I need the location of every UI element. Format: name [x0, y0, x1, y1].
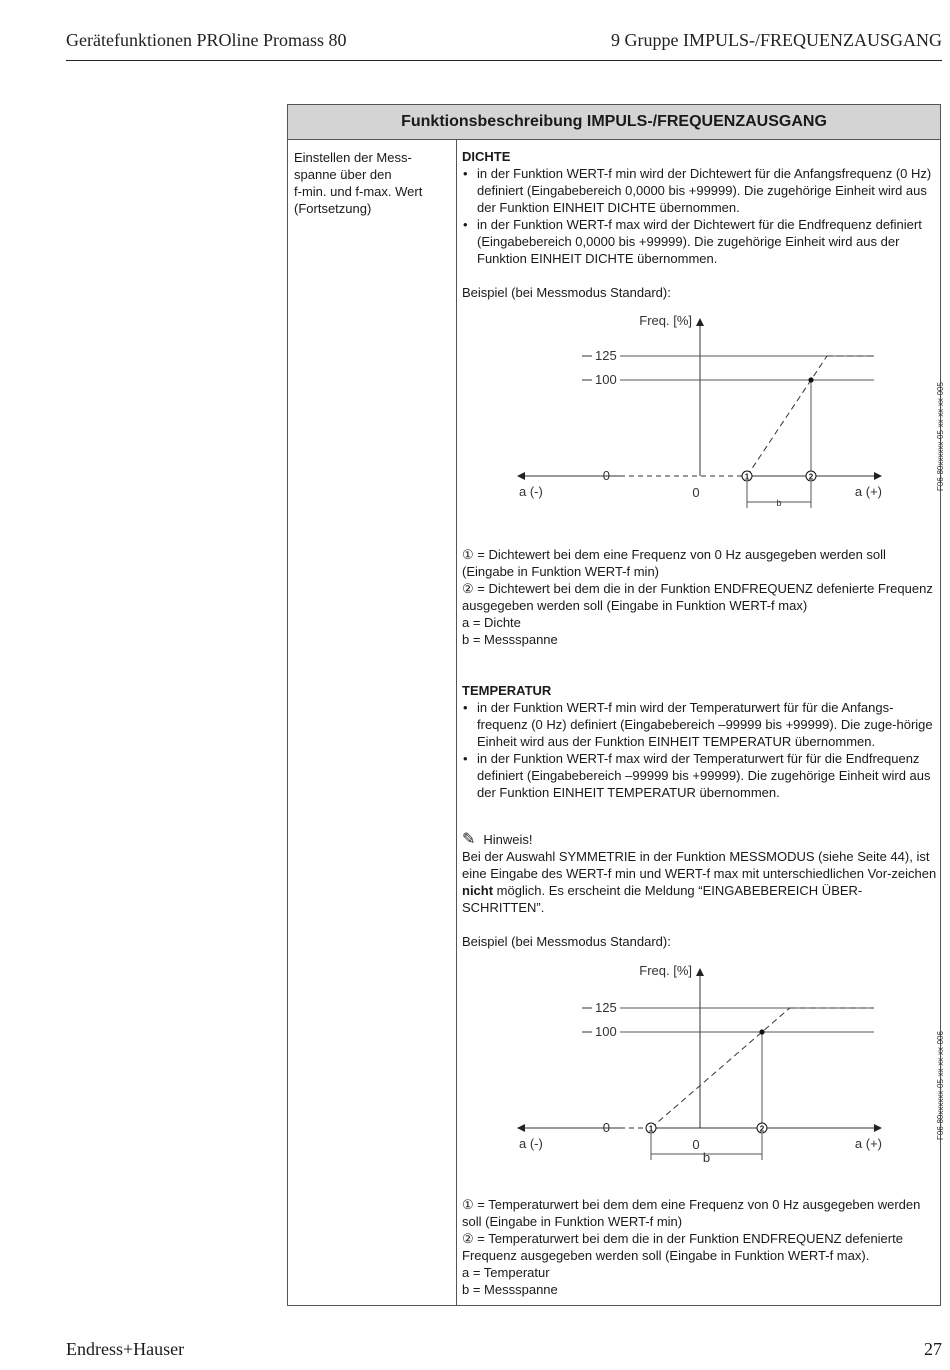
- header-rule: [66, 60, 942, 61]
- pencil-icon: ✎: [462, 831, 476, 848]
- chart-dichte: [462, 301, 945, 546]
- header-right: 9 Gruppe IMPULS-/FREQUENZAUSGANG: [611, 30, 942, 50]
- legend-item: b = Messspanne: [462, 1282, 558, 1297]
- origin-label: 0: [692, 1137, 700, 1152]
- legend-item: ① = Temperaturwert bei dem dem eine Frequenz von 0 Hz ausgegeben werden soll (Eingabe in Funktion WERT-f min): [462, 1197, 921, 1229]
- legend-dichte: [462, 546, 938, 648]
- footer-brand: Endress+Hauser: [66, 1339, 185, 1359]
- y-axis-arrow: [696, 318, 704, 326]
- span-label: b: [776, 498, 782, 508]
- marker-label: 2: [808, 472, 814, 482]
- legend-item: ② = Dichtewert bei dem die in der Funktion ENDFREQUENZ defenierte Frequenz ausgegeben werden soll (Eingabe in Funktion WERT-f max): [462, 581, 933, 613]
- example-label: Beispiel (bei Messmodus Standard):: [462, 934, 671, 949]
- y-axis-label: Freq. [%]: [639, 963, 692, 978]
- series-line: [651, 1008, 790, 1128]
- chart-dichte-svg: [462, 301, 938, 546]
- data-point: [808, 377, 813, 382]
- y-axis-arrow: [696, 968, 704, 976]
- x-axis-arrow-right: [874, 1124, 882, 1132]
- example-label: Beispiel (bei Messmodus Standard):: [462, 285, 671, 300]
- section-title-dichte: DICHTE: [462, 149, 511, 164]
- marker-label: 2: [759, 1124, 765, 1134]
- legend-item: a = Dichte: [462, 615, 521, 630]
- figure-code: F06-80xxxxxx-05-xx-xx-xx-006: [936, 1031, 945, 1140]
- figure-code: F06-80xxxxxx-05-xx-xx-xx-005: [936, 382, 945, 491]
- origin-label: 0: [692, 485, 700, 500]
- left-cell-text: Einstellen der Mess- spanne über den f-min. und f-max. Wert (Fortsetzung): [294, 150, 423, 216]
- x-label-left: a (-): [519, 484, 543, 499]
- series-line: [747, 356, 827, 476]
- x-axis-arrow-left: [517, 1124, 525, 1132]
- note-header: [462, 831, 938, 848]
- bullet-item: • in der Funktion WERT-f max wird der Dichtewert für die Endfrequenz definiert (Eingabebereich 0,0000 bis +99999). Die zugehörige Einheit wird aus der Funktion EINHEIT DICHTE übernommen.: [462, 216, 938, 267]
- chart-temperatur: [462, 950, 945, 1196]
- column-divider: [456, 140, 457, 1305]
- y-tick-label: 125: [595, 1000, 617, 1015]
- right-cell: [462, 148, 945, 1298]
- page-number: 27: [924, 1339, 942, 1359]
- legend-item: ② = Temperaturwert bei dem die in der Funktion ENDFREQUENZ defenierte Frequenz ausgegeben werden soll (Eingabe in Funktion WERT-f max).: [462, 1231, 903, 1263]
- chart-temperatur-svg: [462, 950, 938, 1196]
- legend-item: b = Messspanne: [462, 632, 558, 647]
- note-text: [462, 848, 938, 916]
- y-tick-label: 125: [595, 348, 617, 363]
- x-axis-arrow-left: [517, 472, 525, 480]
- x-label-right: a (+): [854, 484, 882, 499]
- note-text-bold: nicht: [462, 883, 494, 898]
- header-left: Gerätefunktionen PROline Promass 80: [66, 30, 347, 50]
- bullet-item: • in der Funktion WERT-f max wird der Temperaturwert für für die Endfrequenz definiert (Eingabebereich –99999 bis +99999). Die zugehörige Einheit wird aus der Funktion EINHEIT TEMPERATUR übernommen.: [462, 750, 938, 801]
- y-tick-label: 100: [595, 372, 617, 387]
- x-label-right: a (+): [854, 1136, 882, 1151]
- section-title-temperatur: TEMPERATUR: [462, 683, 552, 698]
- y-zero-label: 0: [602, 468, 610, 483]
- note-text-part: Bei der Auswahl SYMMETRIE in der Funktion MESSMODUS (siehe Seite 44), ist eine Eingabe des WERT-f min und WERT-f max mit unterschiedlichen Vor-zeichen: [462, 849, 937, 881]
- x-axis-arrow-right: [874, 472, 882, 480]
- y-zero-label: 0: [602, 1120, 610, 1135]
- span-label: b: [702, 1150, 711, 1165]
- temperatur-bullets: [462, 699, 938, 801]
- table-title: Funktionsbeschreibung IMPULS-/FREQUENZAUSGANG: [288, 105, 940, 140]
- marker-label: 1: [744, 472, 750, 482]
- dichte-bullets: [462, 165, 938, 267]
- legend-item: ① = Dichtewert bei dem eine Frequenz von 0 Hz ausgegeben werden soll (Eingabe in Funktion WERT-f min): [462, 547, 886, 579]
- data-point: [759, 1029, 764, 1034]
- y-tick-label: 100: [595, 1024, 617, 1039]
- note-title: Hinweis!: [483, 832, 533, 847]
- x-label-left: a (-): [519, 1136, 543, 1151]
- marker-label: 1: [648, 1124, 654, 1134]
- legend-item: a = Temperatur: [462, 1265, 550, 1280]
- legend-temperatur: [462, 1196, 938, 1298]
- bullet-item: • in der Funktion WERT-f min wird der Temperaturwert für für die Anfangs-frequenz (0 Hz) definiert (Eingabebereich –99999 bis +99999). Die zuge-hörige Einheit wird aus der Funktion EINHEIT TEMPERATUR übernommen.: [462, 699, 938, 750]
- bullet-item: • in der Funktion WERT-f min wird der Dichtewert für die Anfangsfrequenz (0 Hz) definiert (Eingabebereich 0,0000 bis +99999). Die zugehörige Einheit wird aus der Funktion EINHEIT DICHTE übernommen.: [462, 165, 938, 216]
- note-text-part: möglich. Es erscheint die Meldung “EINGABEBEREICH ÜBER-SCHRITTEN”.: [462, 883, 863, 915]
- function-table: [287, 104, 945, 1306]
- y-axis-label: Freq. [%]: [639, 313, 692, 328]
